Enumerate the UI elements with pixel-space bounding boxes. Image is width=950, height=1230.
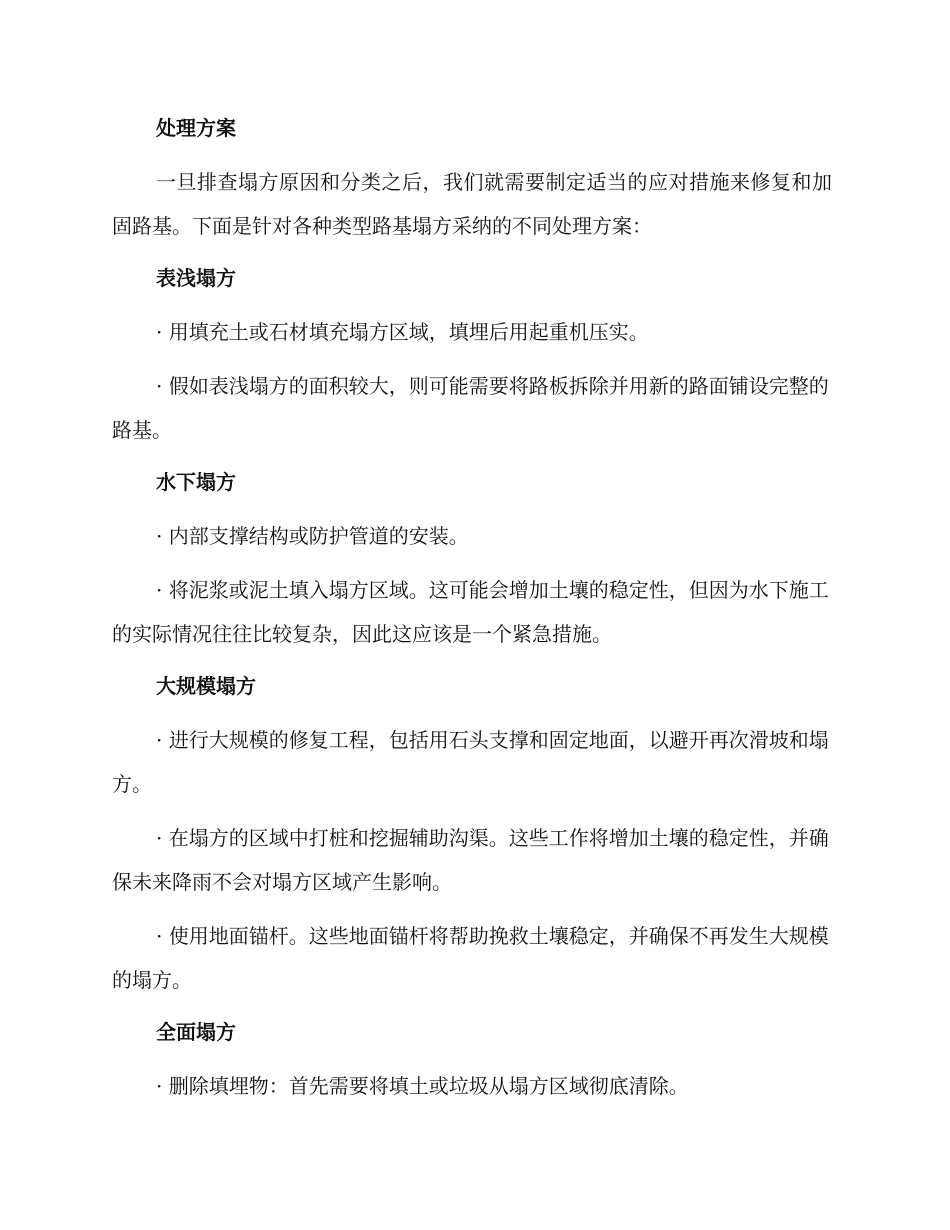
section-heading: 处理方案 (156, 116, 236, 140)
bullet-item: · 使用地面锚杆。这些地面锚杆将帮助挽救土壤稳定，并确保不再发生大规模的塌方。 (112, 924, 829, 992)
document-page (112, 108, 832, 1118)
bullet-item: · 进行大规模的修复工程，包括用石头支撑和固定地面，以避开再次滑坡和塌方。 (112, 728, 829, 796)
section-paragraph: 一旦排查塌方原因和分类之后，我们就需要制定适当的应对措施来修复和加固路基。下面是针对各种类型路基塌方采纳的不同处理方案： (112, 170, 832, 238)
bullet-item: · 假如表浅塌方的面积较大，则可能需要将路板拆除并用新的路面铺设完整的路基。 (112, 374, 829, 442)
bullet-item: · 内部支撑结构或防护管道的安装。 (156, 524, 469, 548)
bullet-item: · 将泥浆或泥土填入塌方区域。这可能会增加土壤的稳定性，但因为水下施工的实际情况往往比较复杂，因此这应该是一个紧急措施。 (112, 578, 829, 646)
bullet-item: · 在塌方的区域中打桩和挖掘辅助沟渠。这些工作将增加土壤的稳定性，并确保未来降雨不会对塌方区域产生影响。 (112, 826, 829, 894)
bullet-item: · 用填充土或石材填充塌方区域，填埋后用起重机压实。 (156, 320, 649, 344)
section-heading: 大规模塌方 (156, 674, 256, 698)
section-heading: 全面塌方 (156, 1020, 236, 1044)
section-heading: 表浅塌方 (156, 266, 236, 290)
section-heading: 水下塌方 (156, 470, 236, 494)
bullet-item: · 删除填埋物：首先需要将填土或垃圾从塌方区域彻底清除。 (156, 1074, 689, 1098)
